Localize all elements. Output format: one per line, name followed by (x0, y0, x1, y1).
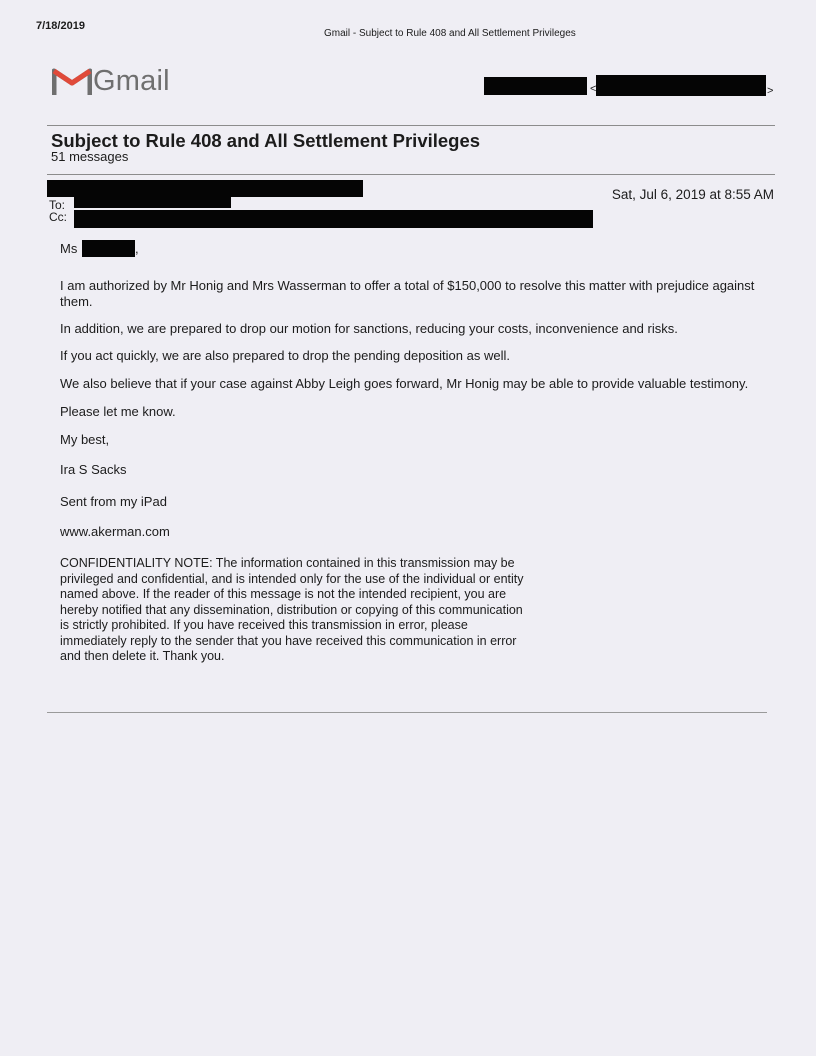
account-bracket-open: < (590, 83, 597, 95)
redacted-recipient-name (82, 240, 135, 257)
body-paragraph: If you act quickly, we are also prepared to drop the pending deposition as well. (60, 348, 510, 363)
body-paragraph: Please let me know. (60, 404, 176, 419)
account-bracket-close: > (767, 85, 774, 97)
header-divider (47, 125, 775, 126)
print-title: Gmail - Subject to Rule 408 and All Settlement Privileges (324, 28, 576, 39)
cc-label: Cc: (49, 210, 67, 224)
company-link[interactable]: www.akerman.com (60, 524, 170, 539)
sent-from-note: Sent from my iPad (60, 494, 167, 509)
signature-name: Ira S Sacks (60, 462, 127, 477)
body-paragraph: I am authorized by Mr Honig and Mrs Wasserman to offer a total of $150,000 to resolve this matter with prejudice against them. (60, 278, 755, 309)
salutation-comma: , (134, 241, 139, 256)
redacted-to-recipients (74, 196, 231, 208)
thread-divider (47, 174, 775, 175)
message-date: Sat, Jul 6, 2019 at 8:55 AM (611, 187, 774, 202)
gmail-logo[interactable] (52, 64, 170, 98)
redacted-cc-recipients (74, 210, 593, 228)
redacted-account-email (596, 75, 766, 96)
redacted-sender (47, 180, 363, 197)
body-paragraph: We also believe that if your case against Abby Leigh goes forward, Mr Honig may be able to provide valuable testimony. (60, 376, 749, 391)
message-divider (47, 712, 767, 713)
sign-off: My best, (60, 432, 110, 447)
confidentiality-note: CONFIDENTIALITY NOTE: The information contained in this transmission may be privileged and confidential, and is intended only for the use of the individual or entity named above. If the reader of this message is not the intended recipient, you are hereby notified that any dissemination, distribution or copying of this communication is strictly prohibited. If you have received this transmission in error, please immediately reply to the sender that you have received this communication in error and then delete it. Thank you. (60, 556, 524, 663)
salutation (60, 240, 260, 257)
redacted-account-name (484, 77, 587, 95)
print-date: 7/18/2019 (36, 20, 85, 32)
salutation-prefix: Ms (60, 241, 78, 256)
gmail-m-icon (52, 66, 92, 96)
thread-subject: Subject to Rule 408 and All Settlement Privileges (51, 130, 481, 151)
message-count: 51 messages (51, 149, 129, 164)
to-label: To: (49, 198, 66, 212)
body-paragraph: In addition, we are prepared to drop our motion for sanctions, reducing your costs, inconvenience and risks. (60, 321, 678, 336)
gmail-wordmark: Gmail (93, 64, 170, 97)
